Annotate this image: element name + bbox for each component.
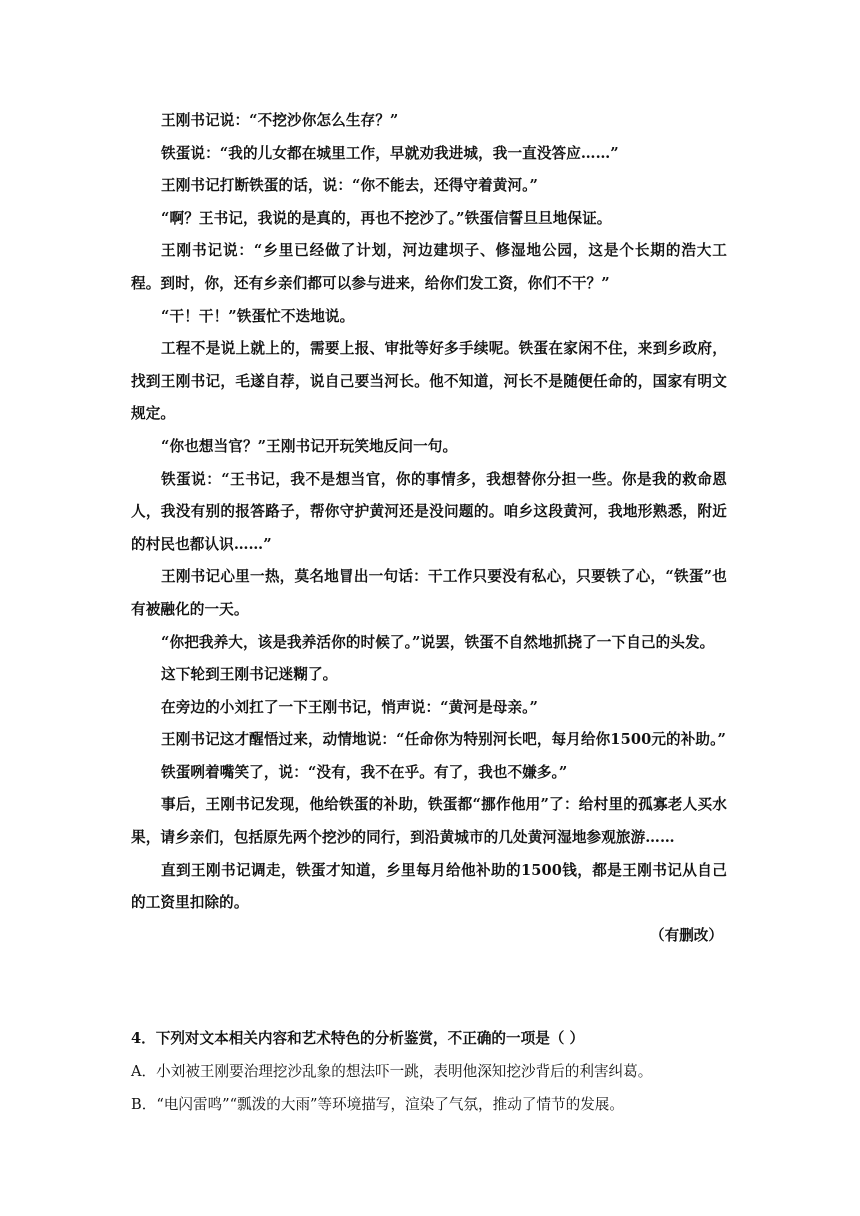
question-option-b: B．“电闪雷鸣”“瓢泼的大雨”等环境描写，渲染了气氛，推动了情节的发展。 [131, 1096, 624, 1113]
story-paragraph: 铁蛋咧着嘴笑了，说：“没有，我不在乎。有了，我也不嫌多。” [161, 763, 568, 781]
story-paragraph: “啊？王书记，我说的是真的，再也不挖沙了。”铁蛋信誓旦旦地保证。 [161, 209, 612, 227]
story-paragraph: 直到王刚书记调走，铁蛋才知道，乡里每月给他补助的1500钱，都是王刚书记从自己的工资里扣除的。 [131, 861, 727, 912]
story-paragraph: 王刚书记打断铁蛋的话，说：“你不能去，还得守着黄河。” [161, 177, 539, 195]
story-paragraph: “干！干！”铁蛋忙不迭地说。 [161, 307, 355, 325]
question-block [131, 1022, 727, 1121]
source-note: （有删改） [650, 926, 723, 944]
story-paragraph: 王刚书记这才醒悟过来，动情地说：“任命你为特别河长吧，每月给你1500元的补助。” [161, 731, 726, 749]
story-paragraph: 铁蛋说：“我的儿女都在城里工作，早就劝我进城，我一直没答应……” [161, 144, 619, 162]
story-paragraph: 铁蛋说：“王书记，我不是想当官，你的事情多，我想替你分担一些。你是我的救命恩人，我没有别的报答路子，帮你守护黄河还是没问题的。咱乡这段黄河，我地形熟悉，附近的村民也都认识……” [131, 470, 727, 553]
story-paragraph: “你也想当官？”王刚书记开玩笑地反问一句。 [161, 437, 458, 455]
story-paragraph: 工程不是说上就上的，需要上报、审批等好多手续呢。铁蛋在家闲不住，来到乡政府，找到王刚书记，毛遂自荐，说自己要当河长。他不知道，河长不是随便任命的，国家有明文规定。 [131, 340, 727, 423]
story-paragraph: 这下轮到王刚书记迷糊了。 [161, 666, 338, 684]
story-paragraph: 在旁边的小刘扛了一下王刚书记，悄声说：“黄河是母亲。” [161, 698, 539, 716]
story-paragraph: 王刚书记说：“不挖沙你怎么生存？” [161, 112, 399, 129]
story-paragraph: 王刚书记心里一热，莫名地冒出一句话：干工作只要没有私心，只要铁了心，“铁蛋”也有被融化的一天。 [131, 568, 727, 618]
story-paragraph: 事后，王刚书记发现，他给铁蛋的补助，铁蛋都“挪作他用”了：给村里的孤寡老人买水果，请乡亲们，包括原先两个挖沙的同行，到沿黄城市的几处黄河湿地参观旅游…… [131, 796, 727, 847]
story-paragraph: “你把我养大，该是我养活你的时候了。”说罢，铁蛋不自然地抓挠了一下自己的头发。 [161, 633, 715, 651]
question-stem: 4．下列对文本相关内容和艺术特色的分析鉴赏，不正确的一项是（ ） [131, 1030, 585, 1047]
story-text [131, 105, 727, 952]
question-option-a: A．小刘被王刚要治理挖沙乱象的想法吓一跳，表明他深知挖沙背后的利害纠葛。 [131, 1063, 653, 1080]
story-paragraph: 王刚书记说：“乡里已经做了计划，河边建坝子、修湿地公园，这是个长期的浩大工程。到时，你，还有乡亲们都可以参与进来，给你们发工资，你们不干？” [131, 242, 727, 292]
